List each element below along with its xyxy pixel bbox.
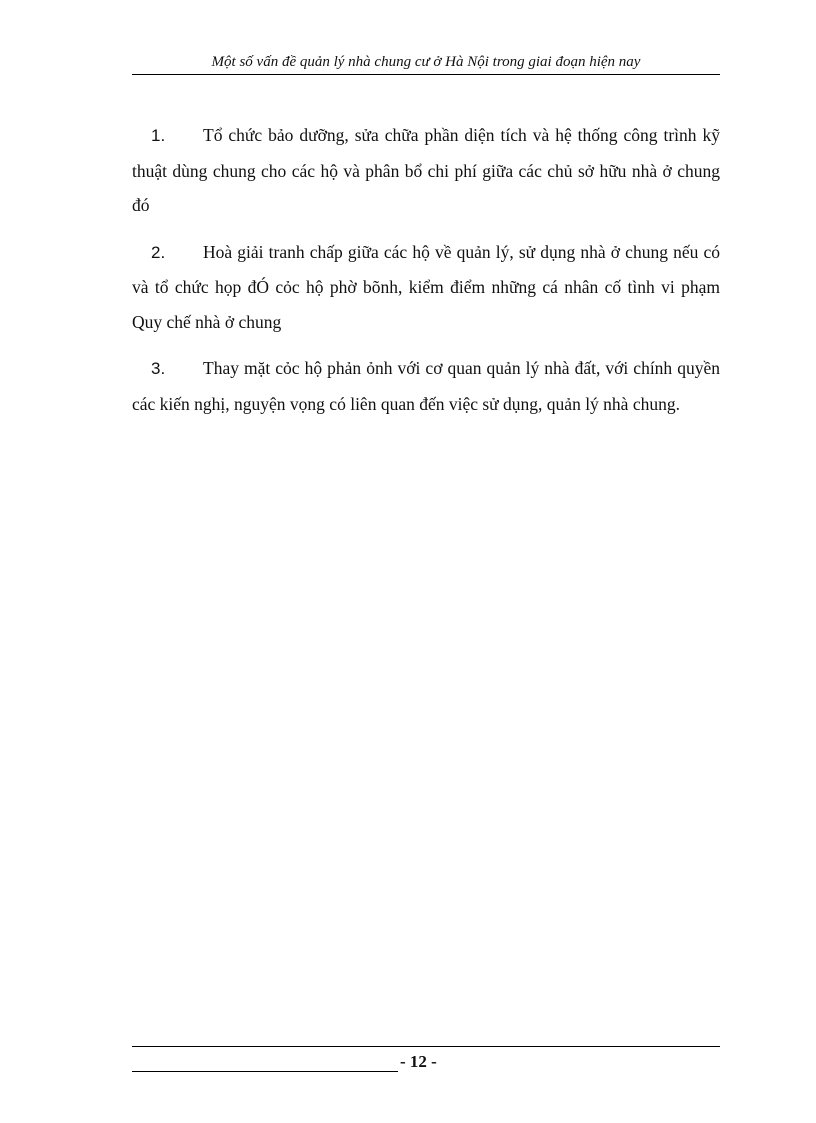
- header-title: Một số vấn đề quản lý nhà chung cư ở Hà Nội trong giai đoạn hiện nay: [211, 54, 641, 70]
- list-item-text: Tổ chức bảo dưỡng, sửa chữa phần diện tích và hệ thống công trình kỹ thuật dùng chung cho các hộ và phân bổ chi phí giữa các chủ sở hữu nhà ở chung đó: [132, 125, 720, 215]
- list-item-text: Thay mặt cỏc hộ phản ỏnh với cơ quan quản lý nhà đất, với chính quyền các kiến nghị, nguyện vọng có liên quan đến việc sử dụng, quản lý nhà chung.: [132, 358, 720, 414]
- list-item-text: Hoà giải tranh chấp giữa các hộ về quản lý, sử dụng nhà ở chung nếu có và tổ chức họp đÓ cỏc hộ phờ bõnh, kiểm điểm những cá nhân cố tình vi phạm Quy chế nhà ở chung: [132, 241, 720, 332]
- footer-divider: [132, 1046, 720, 1047]
- page-number: - 12 -: [400, 1052, 437, 1071]
- list-item-number: 3.: [151, 359, 166, 378]
- running-header: [132, 52, 720, 75]
- document-body: [132, 118, 720, 433]
- footer-underline: [132, 1071, 398, 1072]
- list-item-number: 1.: [151, 126, 166, 145]
- list-item-number: 2.: [151, 242, 166, 262]
- list-item: [132, 235, 720, 340]
- list-item: [132, 351, 720, 421]
- list-item: [132, 118, 720, 223]
